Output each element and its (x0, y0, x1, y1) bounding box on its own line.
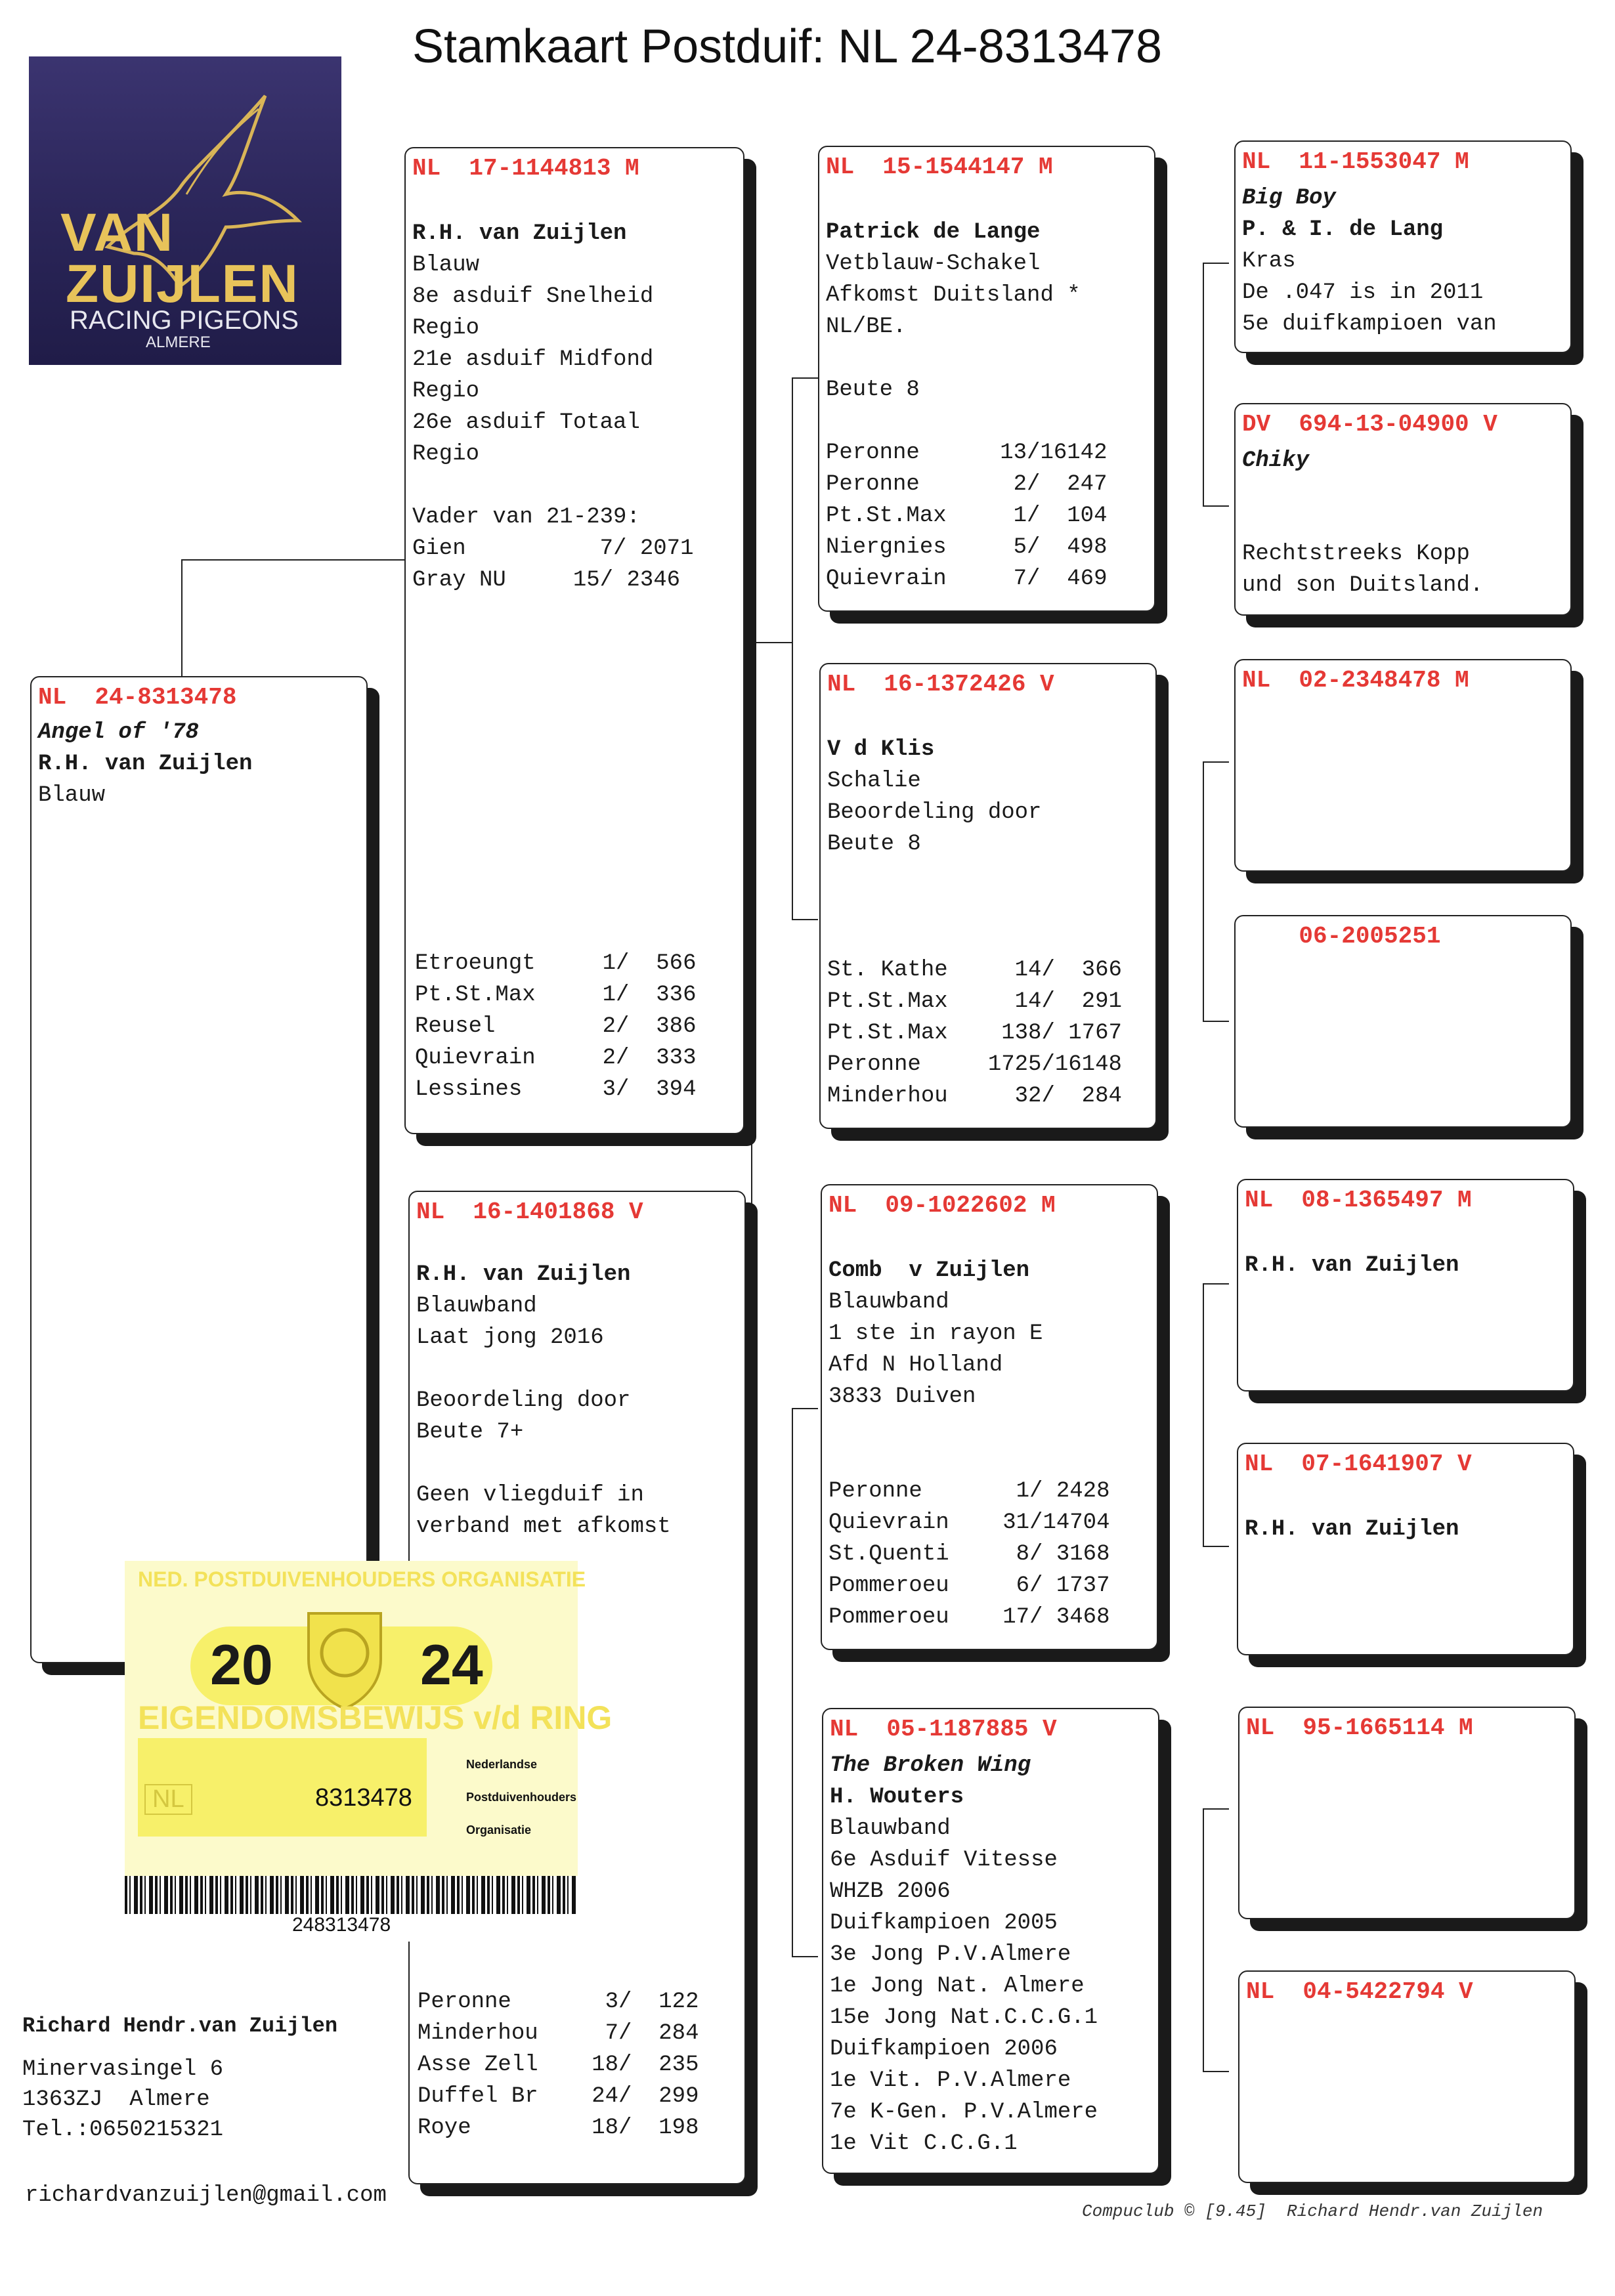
info-line: 6e Asduif Vitesse (830, 1848, 1058, 1873)
info-line: WHZB 2006 (830, 1879, 951, 1904)
connector-line (1203, 1283, 1204, 1546)
result-line: Duffel Br 24/ 299 (418, 2084, 699, 2109)
info-line: 1e Jong Nat. Almere (830, 1974, 1085, 1999)
info-line: 15e Jong Nat.C.C.G.1 (830, 2005, 1098, 2030)
connector-line (792, 377, 818, 379)
ring-number: DV 694-13-04900 V (1242, 411, 1497, 438)
sire-card (404, 147, 744, 1134)
ring-number: NL 07-1641907 V (1245, 1451, 1472, 1478)
owner-name: V d Klis (827, 737, 935, 762)
info-line: Regio (412, 379, 480, 404)
connector-line (1203, 761, 1204, 1021)
owner-name: R.H. van Zuijlen (1245, 1253, 1459, 1278)
npo-line: Nederlandse (466, 1758, 538, 1771)
connector-line (1203, 505, 1229, 507)
logo-line4: ALMERE (146, 333, 211, 351)
ring-country: NL (144, 1784, 192, 1815)
result-line: Etroeungt 1/ 566 (415, 951, 697, 976)
ring-card-heading: EIGENDOMSBEWIJS v/d RING (138, 1699, 613, 1736)
info-line: 5e duifkampioen van (1242, 312, 1497, 337)
owner-name: P. & I. de Lang (1242, 217, 1444, 242)
connector-line (181, 559, 183, 676)
ring-number: NL 02-2348478 M (1242, 667, 1469, 694)
breeder-street: Minervasingel 6 (22, 2057, 224, 2082)
result-line: Pt.St.Max 14/ 291 (827, 989, 1122, 1014)
connector-line (1203, 2071, 1229, 2072)
info-line: Beoordeling door (827, 800, 1042, 825)
info-line: Schalie (827, 769, 921, 794)
breeder-email[interactable]: richardvanzuijlen@gmail.com (25, 2183, 387, 2208)
info-line: 21e asduif Midfond (412, 347, 654, 372)
ring-number-field: 8313478 (315, 1784, 412, 1812)
info-line: Blauwband (829, 1290, 949, 1315)
owner-name: R.H. van Zuijlen (412, 221, 627, 246)
connector-line (1203, 1283, 1229, 1285)
result-line: Pommeroeu 6/ 1737 (829, 1573, 1110, 1598)
result-line: Pommeroeu 17/ 3468 (829, 1605, 1110, 1630)
result-line: Pt.St.Max 1/ 104 (826, 503, 1108, 528)
page-title: Stamkaart Postduif: NL 24-8313478 (412, 20, 1163, 73)
pigeon-name: Chiky (1242, 448, 1310, 473)
ring-number: NL 24-8313478 (38, 684, 237, 711)
ring-year-left: 20 (210, 1634, 273, 1697)
ring-number: NL 16-1372426 V (827, 671, 1054, 698)
owner-name: Patrick de Lange (826, 220, 1041, 245)
gp-card-6 (1237, 1443, 1574, 1655)
pigeon-name: Angel of '78 (38, 720, 199, 745)
ring-number: NL 11-1553047 M (1242, 148, 1469, 175)
subject-card (30, 676, 368, 1663)
info-line: De .047 is in 2011 (1242, 280, 1484, 305)
logo-line2: ZUIJLEN (66, 254, 299, 314)
pigeon-name: Big Boy (1242, 186, 1336, 211)
gp-card-8 (1238, 1970, 1576, 2183)
ring-number: NL 95-1665114 M (1246, 1714, 1473, 1741)
info-line: Gien 7/ 2071 (412, 536, 694, 561)
result-line: Lessines 3/ 394 (415, 1077, 697, 1102)
owner-name: R.H. van Zuijlen (38, 752, 253, 776)
connector-line (1203, 1021, 1229, 1022)
info-line: Regio (412, 316, 480, 341)
result-line: Peronne 13/16142 (826, 440, 1108, 465)
connector-line (751, 642, 792, 643)
result-line: Peronne 1/ 2428 (829, 1479, 1110, 1504)
result-line: Peronne 2/ 247 (826, 472, 1108, 497)
result-line: St.Quenti 8/ 3168 (829, 1542, 1110, 1567)
info-line: Regio (412, 442, 480, 467)
result-line: Peronne 3/ 122 (418, 1989, 699, 2014)
result-line: Niergnies 5/ 498 (826, 535, 1108, 560)
org-heading: NED. POSTDUIVENHOUDERS ORGANISATIE (138, 1567, 586, 1591)
sire-sire-card (818, 146, 1155, 612)
info-line: Blauwband (830, 1816, 951, 1841)
info-line: 1 ste in rayon E (829, 1321, 1043, 1346)
info-line: Vader van 21-239: (412, 505, 640, 530)
info-line: Blauwband (416, 1294, 537, 1319)
connector-line (1203, 263, 1204, 505)
result-line: Asse Zell 18/ 235 (418, 2052, 699, 2077)
gp-card-4 (1234, 915, 1572, 1128)
result-line: Roye 18/ 198 (418, 2115, 699, 2140)
info-line: 26e asduif Totaal (412, 410, 640, 435)
barcode-number: 248313478 (292, 1914, 391, 1936)
owner-name: R.H. van Zuijlen (416, 1262, 631, 1287)
info-line: 7e K-Gen. P.V.Almere (830, 2100, 1098, 2125)
breeder-city: 1363ZJ Almere (22, 2087, 210, 2112)
info-line: Vetblauw-Schakel (826, 251, 1041, 276)
logo-line3: RACING PIGEONS (70, 306, 299, 335)
info-line: verband met afkomst (416, 1514, 671, 1539)
ring-number: NL 09-1022602 M (829, 1192, 1056, 1219)
pigeon-name: The Broken Wing (830, 1753, 1031, 1778)
connector-line (1203, 761, 1229, 763)
breeder-phone: Tel.:0650215321 (22, 2117, 224, 2142)
result-line: Quievrain 2/ 333 (415, 1046, 697, 1071)
info-line: Geen vliegduif in (416, 1483, 644, 1508)
ring-number: NL 16-1401868 V (416, 1199, 643, 1225)
info-line: Duifkampioen 2005 (830, 1911, 1058, 1936)
connector-line (792, 1408, 818, 1409)
gp-card-7 (1238, 1707, 1576, 1919)
ring-number: NL 04-5422794 V (1246, 1978, 1473, 2005)
owner-name: R.H. van Zuijlen (1245, 1517, 1459, 1542)
info-line: NL/BE. (826, 314, 907, 339)
connector-line (792, 1956, 818, 1957)
sire-dam-card (819, 663, 1157, 1129)
connector-line (1203, 1546, 1229, 1547)
info-line: Beoordeling door (416, 1388, 631, 1413)
result-line: Peronne 1725/16148 (827, 1052, 1122, 1077)
logo-line1: VAN (60, 203, 175, 263)
connector-line (1203, 263, 1229, 264)
info-line: 8e asduif Snelheid (412, 284, 654, 309)
ring-year-right: 24 (420, 1634, 483, 1697)
ring-number: NL 15-1544147 M (826, 154, 1053, 181)
breeder-name: Richard Hendr.van Zuijlen (22, 2014, 338, 2038)
info-line: 1e Vit. P.V.Almere (830, 2068, 1071, 2093)
result-line: Quievrain 7/ 469 (826, 566, 1108, 591)
info-line: Blauw (412, 253, 480, 278)
connector-line (1203, 1808, 1204, 2071)
info-line: Laat jong 2016 (416, 1325, 604, 1350)
result-line: Minderhou 32/ 284 (827, 1084, 1122, 1109)
npo-line: Organisatie (466, 1823, 532, 1837)
info-line: 1e Vit C.C.G.1 (830, 2131, 1018, 2156)
info-line: 3833 Duiven (829, 1384, 976, 1409)
logo (29, 56, 341, 365)
footer-credit: Compuclub © [9.45] Richard Hendr.van Zuijlen (1082, 2201, 1543, 2221)
connector-line (792, 1408, 793, 1956)
info-line: Duifkampioen 2006 (830, 2037, 1058, 2062)
npo-line: Postduivenhouders (466, 1791, 577, 1804)
gp-card-3 (1234, 659, 1572, 872)
color-text: Blauw (38, 783, 106, 808)
gp-card-5 (1237, 1179, 1574, 1392)
info-line: Beute 8 (827, 832, 921, 857)
ring-number: 06-2005251 (1242, 923, 1441, 950)
connector-line (792, 919, 818, 920)
ring-number: NL 17-1144813 M (412, 155, 639, 182)
connector-line (792, 377, 793, 919)
lion-crest-icon (295, 1600, 394, 1712)
result-line: St. Kathe 14/ 366 (827, 958, 1122, 983)
info-line: Beute 7+ (416, 1420, 524, 1445)
owner-name: Comb v Zuijlen (829, 1258, 1030, 1283)
info-line: Afd N Holland (829, 1353, 1003, 1378)
info-line: Beute 8 (826, 377, 920, 402)
gp-card-2 (1234, 403, 1572, 616)
info-line: 3e Jong P.V.Almere (830, 1942, 1071, 1967)
result-line: Quievrain 31/14704 (829, 1510, 1110, 1535)
info-line: Afkomst Duitsland * (826, 283, 1081, 308)
dam-dam-card (822, 1708, 1159, 2174)
ring-certificate (125, 1561, 613, 1942)
connector-line (751, 642, 752, 1305)
result-line: Reusel 2/ 386 (415, 1014, 697, 1039)
barcode (125, 1876, 578, 1914)
info-line: Gray NU 15/ 2346 (412, 568, 681, 593)
ring-number: NL 08-1365497 M (1245, 1187, 1472, 1214)
connector-line (181, 559, 411, 561)
result-line: Pt.St.Max 138/ 1767 (827, 1021, 1122, 1046)
dam-sire-card (821, 1184, 1158, 1650)
owner-name: H. Wouters (830, 1785, 964, 1810)
result-line: Pt.St.Max 1/ 336 (415, 983, 697, 1008)
info-line: Rechtstreeks Kopp (1242, 542, 1470, 566)
gp-card-1 (1234, 140, 1572, 353)
info-line: Kras (1242, 249, 1296, 274)
info-line: und son Duitsland. (1242, 573, 1484, 598)
result-line: Minderhou 7/ 284 (418, 2021, 699, 2046)
connector-line (1203, 1808, 1229, 1810)
ring-number: NL 05-1187885 V (830, 1716, 1057, 1743)
